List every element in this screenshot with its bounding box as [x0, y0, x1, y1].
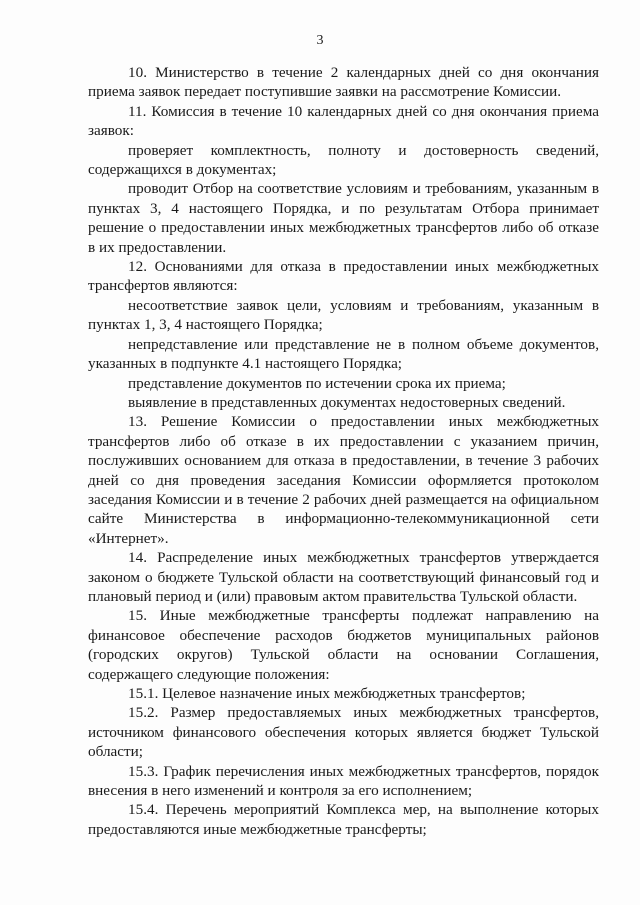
paragraph-15: 15. Иные межбюджетные трансферты подлежат направлению на финансовое обеспечение расходов бюджетов муниципальных районов (городских округов) Тульской области на основании Соглашения, содержащего следующие положения:	[88, 607, 599, 683]
paragraph-12-item-mismatch: несоответствие заявок цели, условиям и требованиям, указанным в пунктах 1, 3, 4 настоящего Порядка;	[88, 296, 599, 334]
paragraph-15-3: 15.3. График перечисления иных межбюджетных трансфертов, порядок внесения в него изменений и контроля за его исполнением;	[88, 762, 599, 800]
paragraph-11: 11. Комиссия в течение 10 календарных дней со дня окончания приема заявок:	[88, 102, 599, 140]
paragraph-13: 13. Решение Комиссии о предоставлении иных межбюджетных трансфертов либо об отказе в их предоставлении с указанием причин, послуживших основанием для отказа в предоставлении, в течение 3 рабочих дней со дня проведения заседания Комиссии оформляется протоколом заседания Комиссии и в течение 2 рабочих дней размещается на официальном сайте Министерства в информационно-телекоммуникационной сети «Интернет».	[88, 413, 599, 547]
paragraph-15-1: 15.1. Целевое назначение иных межбюджетных трансфертов;	[128, 685, 526, 702]
paragraph-11-item-check: проверяет комплектность, полноту и достоверность сведений, содержащихся в документах;	[88, 141, 599, 179]
paragraph-14: 14. Распределение иных межбюджетных трансфертов утверждается законом о бюджете Тульской области на соответствующий финансовый год и плановый период и (или) правовым актом правительства Тульской области.	[88, 549, 599, 605]
document-body	[88, 63, 599, 839]
paragraph-15-4: 15.4. Перечень мероприятий Комплекса мер, на выполнение которых предоставляются иные межбюджетные трансферты;	[88, 801, 599, 838]
paragraph-10: 10. Министерство в течение 2 календарных дней со дня окончания приема заявок передает поступившие заявки на рассмотрение Комиссии.	[88, 64, 599, 101]
paragraph-12-item-false-info: выявление в представленных документах недостоверных сведений.	[128, 393, 566, 411]
paragraph-15-2: 15.2. Размер предоставляемых иных межбюджетных трансфертов, источником финансового обеспечения которых является бюджет Тульской области;	[88, 704, 599, 761]
page-number: 3	[316, 33, 324, 48]
paragraph-11-item-selection: проводит Отбор на соответствие условиям и требованиям, указанным в пунктах 3, 4 настоящего Порядка, и по результатам Отбора принимает решение о предоставлении иных межбюджетных трансфертов либо об отказе в их предоставлении.	[88, 180, 599, 256]
paragraph-12-item-late: представление документов по истечении срока их приема;	[128, 374, 506, 392]
paragraph-12-item-incomplete: непредставление или представление не в полном объеме документов, указанных в подпункте 4.1 настоящего Порядка;	[88, 335, 599, 373]
paragraph-12: 12. Основаниями для отказа в предоставлении иных межбюджетных трансфертов являются:	[88, 258, 599, 295]
